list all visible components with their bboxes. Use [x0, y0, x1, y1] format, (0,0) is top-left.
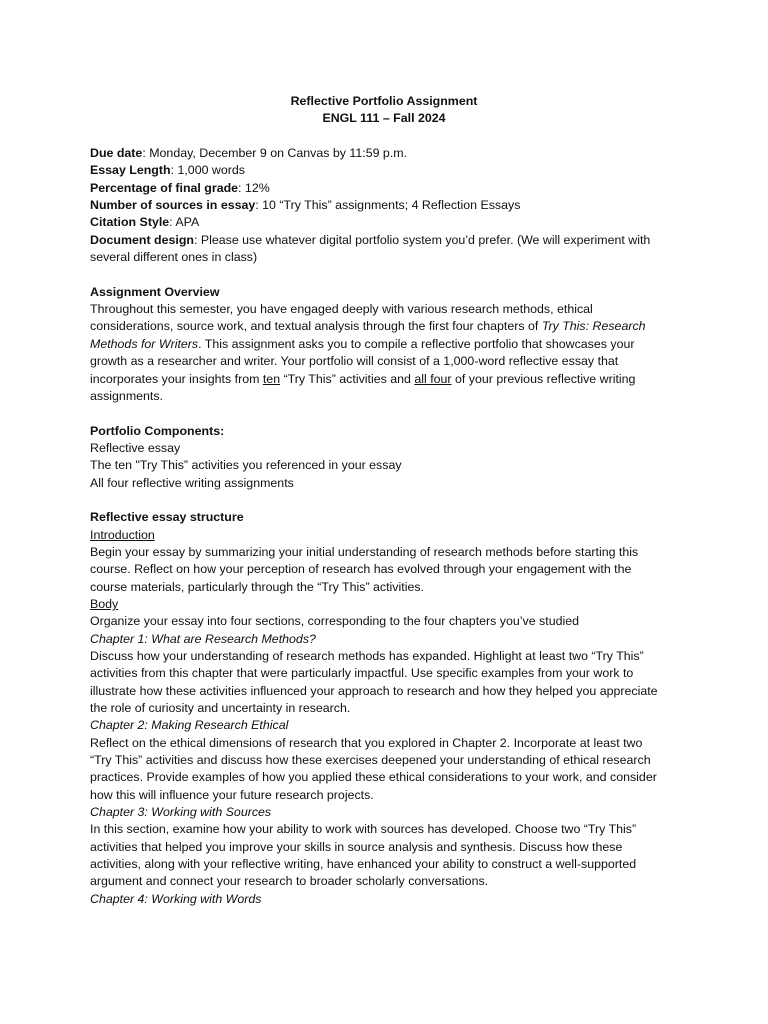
detail-value: : 10 “Try This” assignments; 4 Reflection Essays [255, 198, 521, 213]
overview-line [90, 336, 690, 353]
course-subtitle: ENGL 111 – Fall 2024 [322, 111, 446, 126]
chapter-1-heading: Chapter 1: What are Research Methods? [90, 631, 316, 646]
detail-value: : Monday, December 9 on Canvas by 11:59 p.m. [142, 146, 408, 161]
underlined-text: ten [262, 371, 281, 386]
overview-line: growth as a researcher and writer. Your portfolio will consist of a 1,000-word reflective essay that [90, 354, 619, 369]
detail-value: : APA [169, 215, 200, 230]
spacer [90, 492, 690, 509]
text-run: “Try This” activities and [280, 371, 415, 386]
chapter-3-heading: Chapter 3: Working with Sources [90, 805, 272, 820]
book-title-italic: Methods for Writers [90, 336, 199, 351]
detail-value: : Please use whatever digital portfolio system you’d prefer. (We will experiment with [193, 232, 651, 247]
overview-heading: Assignment Overview [90, 284, 220, 299]
chapter-2-line: how this will influence your future research projects. [90, 787, 374, 802]
chapter-1-line: Discuss how your understanding of research methods has expanded. Highlight at least two “Try This” [90, 649, 644, 663]
detail-label: Due date [90, 146, 143, 161]
detail-document-design [90, 232, 690, 249]
intro-line: Begin your essay by summarizing your initial understanding of research methods before starting this [90, 544, 639, 559]
overview-line [90, 371, 690, 388]
detail-value: : 1,000 words [170, 163, 245, 178]
document-page [90, 93, 690, 908]
spacer [90, 405, 690, 422]
overview-line: Throughout this semester, you have engaged deeply with various research methods, ethical [90, 302, 593, 317]
chapter-3-line: In this section, examine how your ability to work with sources has developed. Choose two “Try This” [90, 822, 637, 837]
chapter-1-line: the role of curiosity and uncertainty in research. [90, 701, 351, 716]
body-line: Organize your essay into four sections, corresponding to the four chapters you’ve studied [90, 614, 580, 629]
chapter-3-line: activities that helped you improve your skills in source analysis and synthesis. Discuss how these [90, 839, 623, 854]
text-run: . This assignment asks you to compile a reflective portfolio that showcases your [198, 336, 635, 351]
text-run: of your previous reflective writing [451, 371, 636, 386]
introduction-heading: Introduction [90, 527, 155, 542]
body-heading: Body [90, 596, 119, 611]
chapter-2-line: Reflect on the ethical dimensions of research that you explored in Chapter 2. Incorporate at least two [90, 735, 643, 750]
spacer [90, 266, 690, 283]
component-item: Reflective essay [90, 440, 181, 455]
chapter-1-line: illustrate how these activities influenced your approach to research and how they helped you appreciate [90, 683, 658, 698]
intro-line: course materials, particularly through the “Try This” activities. [90, 579, 424, 594]
chapter-2-line: “Try This” activities and discuss how these exercises deepened your understanding of ethical research [90, 753, 651, 768]
text-run: considerations, source work, and textual analysis through the first four chapters of [90, 319, 542, 334]
components-heading: Portfolio Components: [90, 423, 225, 438]
detail-label: Document design [90, 232, 194, 247]
chapter-3-line: activities, along with your reflective writing, have enhanced your ability to construct a well-supported [90, 857, 637, 872]
chapter-4-heading: Chapter 4: Working with Words [90, 891, 262, 906]
detail-due-date [90, 145, 690, 162]
book-title-italic: Try This: Research [541, 319, 646, 334]
detail-percentage [90, 180, 690, 197]
detail-label: Number of sources in essay [90, 198, 256, 213]
underlined-text: all four [414, 371, 452, 386]
component-item: All four reflective writing assignments [90, 475, 294, 490]
component-item: The ten "Try This” activities you referenced in your essay [90, 458, 402, 473]
chapter-1-line: activities from this chapter that were particularly impactful. Use specific examples from your work to [90, 666, 634, 681]
detail-sources [90, 197, 690, 214]
spacer [90, 128, 690, 145]
chapter-3-line: argument and connect your research to broader scholarly conversations. [90, 874, 489, 889]
chapter-2-line: practices. Provide examples of how you applied these ethical considerations to your work, and consider [90, 770, 657, 785]
detail-essay-length [90, 162, 690, 179]
text-run: incorporates your insights from [90, 371, 263, 386]
overview-line [90, 318, 690, 335]
structure-heading: Reflective essay structure [90, 510, 244, 525]
detail-citation-style [90, 214, 690, 231]
overview-line: assignments. [90, 388, 164, 403]
chapter-2-heading: Chapter 2: Making Research Ethical [90, 718, 289, 733]
detail-document-design-cont: several different ones in class) [90, 250, 258, 265]
document-title: Reflective Portfolio Assignment [290, 94, 478, 108]
intro-line: course. Reflect on how your perception of research has evolved through your engagement with the [90, 562, 632, 577]
detail-label: Essay Length [90, 163, 171, 178]
detail-label: Citation Style [90, 215, 170, 230]
detail-label: Percentage of final grade [90, 180, 239, 195]
detail-value: : 12% [238, 180, 270, 195]
